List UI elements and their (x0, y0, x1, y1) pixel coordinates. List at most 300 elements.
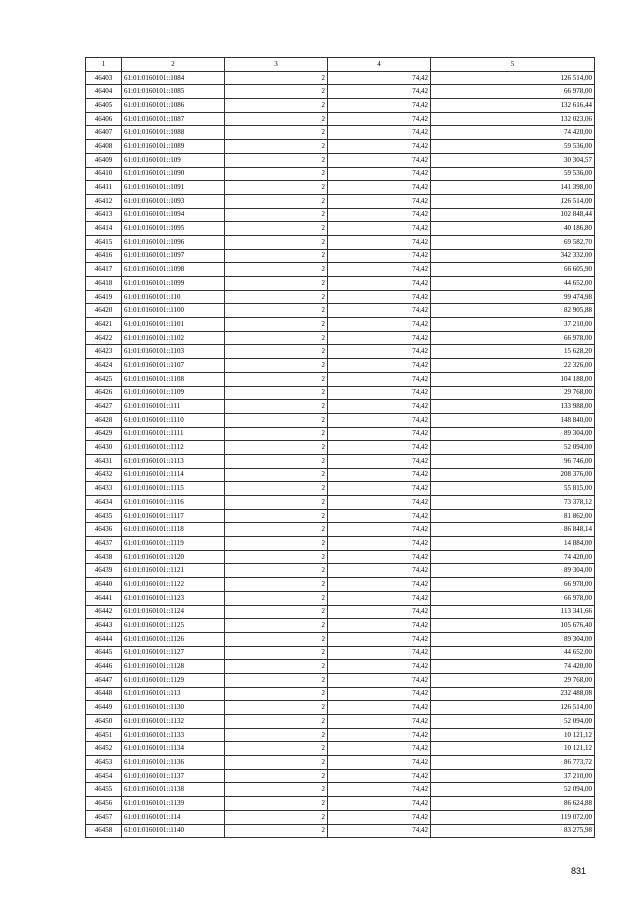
col5-value-cell: 59 536,00 (431, 167, 595, 181)
row-number-cell: 46419 (86, 290, 122, 304)
cadastral-number-cell: 61:01:0160101::1103 (122, 345, 225, 359)
col4-value-cell: 74,42 (328, 619, 431, 633)
col3-value-cell: 2 (225, 496, 328, 510)
col3-value-cell: 2 (225, 441, 328, 455)
cadastral-number-cell: 61:01:0160101::1138 (122, 783, 225, 797)
col5-value-cell: 126 514,00 (431, 71, 595, 85)
col3-value-cell: 2 (225, 222, 328, 236)
col3-value-cell: 2 (225, 290, 328, 304)
col4-value-cell: 74,42 (328, 345, 431, 359)
table-row (86, 496, 595, 510)
col4-value-cell: 74,42 (328, 742, 431, 756)
cadastral-number-cell: 61:01:0160101::1133 (122, 728, 225, 742)
table-row (86, 386, 595, 400)
col5-value-cell: 66 978,00 (431, 331, 595, 345)
cadastral-number-cell: 61:01:0160101::1120 (122, 550, 225, 564)
table-row (86, 181, 595, 195)
cadastral-number-cell: 61:01:0160101::1128 (122, 660, 225, 674)
table-header (86, 58, 595, 72)
table-row (86, 318, 595, 332)
col5-value-cell: 44 652,00 (431, 277, 595, 291)
row-number-cell: 46425 (86, 372, 122, 386)
row-number-cell: 46428 (86, 413, 122, 427)
row-number-cell: 46424 (86, 359, 122, 373)
cadastral-number-cell: 61:01:0160101::1100 (122, 304, 225, 318)
col5-value-cell: 232 488,08 (431, 687, 595, 701)
header-row (86, 58, 595, 72)
col3-value-cell: 2 (225, 482, 328, 496)
col5-value-cell: 14 884,00 (431, 537, 595, 551)
col3-value-cell: 2 (225, 99, 328, 113)
row-number-cell: 46408 (86, 140, 122, 154)
cadastral-number-cell: 61:01:0160101::1095 (122, 222, 225, 236)
col4-value-cell: 74,42 (328, 715, 431, 729)
cadastral-number-cell: 61:01:0160101::1102 (122, 331, 225, 345)
cadastral-number-cell: 61:01:0160101::1113 (122, 454, 225, 468)
table-row (86, 71, 595, 85)
col5-value-cell: 208 376,00 (431, 468, 595, 482)
col3-value-cell: 2 (225, 715, 328, 729)
col4-value-cell: 74,42 (328, 454, 431, 468)
col5-value-cell: 74 420,00 (431, 550, 595, 564)
cadastral-number-cell: 61:01:0160101::1137 (122, 769, 225, 783)
col5-value-cell: 148 840,00 (431, 413, 595, 427)
table-row (86, 235, 595, 249)
col5-value-cell: 133 988,00 (431, 400, 595, 414)
table-row (86, 523, 595, 537)
col5-value-cell: 30 304,57 (431, 153, 595, 167)
col5-value-cell: 141 398,00 (431, 181, 595, 195)
col3-value-cell: 2 (225, 523, 328, 537)
table-row (86, 441, 595, 455)
col4-value-cell: 74,42 (328, 331, 431, 345)
col4-value-cell: 74,42 (328, 701, 431, 715)
col3-value-cell: 2 (225, 400, 328, 414)
col4-value-cell: 74,42 (328, 153, 431, 167)
table-row (86, 550, 595, 564)
row-number-cell: 46458 (86, 824, 122, 838)
col3-value-cell: 2 (225, 427, 328, 441)
col3-value-cell: 2 (225, 632, 328, 646)
col4-value-cell: 74,42 (328, 99, 431, 113)
col4-value-cell: 74,42 (328, 112, 431, 126)
col4-value-cell: 74,42 (328, 824, 431, 838)
table-row (86, 400, 595, 414)
table-row (86, 701, 595, 715)
col5-value-cell: 96 746,00 (431, 454, 595, 468)
cadastral-number-cell: 61:01:0160101::110 (122, 290, 225, 304)
row-number-cell: 46449 (86, 701, 122, 715)
table-row (86, 564, 595, 578)
col4-value-cell: 74,42 (328, 810, 431, 824)
cadastral-number-cell: 61:01:0160101::1094 (122, 208, 225, 222)
table-row (86, 591, 595, 605)
cadastral-number-cell: 61:01:0160101::1139 (122, 797, 225, 811)
cadastral-number-cell: 61:01:0160101::1124 (122, 605, 225, 619)
col3-value-cell: 2 (225, 112, 328, 126)
cadastral-number-cell: 61:01:0160101::1101 (122, 318, 225, 332)
col4-value-cell: 74,42 (328, 797, 431, 811)
col3-value-cell: 2 (225, 660, 328, 674)
col4-value-cell: 74,42 (328, 728, 431, 742)
col3-value-cell: 2 (225, 605, 328, 619)
row-number-cell: 46420 (86, 304, 122, 318)
table-row (86, 112, 595, 126)
col5-value-cell: 10 121,12 (431, 728, 595, 742)
cadastral-number-cell: 61:01:0160101::1123 (122, 591, 225, 605)
col5-value-cell: 82 905,88 (431, 304, 595, 318)
table-row (86, 619, 595, 633)
table-row (86, 783, 595, 797)
table-row (86, 687, 595, 701)
data-table (85, 57, 595, 838)
col5-value-cell: 99 474,98 (431, 290, 595, 304)
col3-value-cell: 2 (225, 85, 328, 99)
cadastral-number-cell: 61:01:0160101::1132 (122, 715, 225, 729)
cadastral-number-cell: 61:01:0160101::1121 (122, 564, 225, 578)
col3-value-cell: 2 (225, 235, 328, 249)
cadastral-number-cell: 61:01:0160101::1118 (122, 523, 225, 537)
col5-value-cell: 52 094,00 (431, 441, 595, 455)
col4-value-cell: 74,42 (328, 372, 431, 386)
col5-value-cell: 126 514,00 (431, 701, 595, 715)
table-row (86, 578, 595, 592)
col4-value-cell: 74,42 (328, 550, 431, 564)
col4-value-cell: 74,42 (328, 660, 431, 674)
col4-value-cell: 74,42 (328, 181, 431, 195)
col3-value-cell: 2 (225, 509, 328, 523)
column-header-4: 4 (328, 58, 431, 72)
row-number-cell: 46437 (86, 537, 122, 551)
col3-value-cell: 2 (225, 249, 328, 263)
cadastral-number-cell: 61:01:0160101::114 (122, 810, 225, 824)
col4-value-cell: 74,42 (328, 591, 431, 605)
col4-value-cell: 74,42 (328, 632, 431, 646)
cadastral-number-cell: 61:01:0160101::1093 (122, 194, 225, 208)
col3-value-cell: 2 (225, 167, 328, 181)
table-row (86, 769, 595, 783)
col5-value-cell: 89 304,00 (431, 564, 595, 578)
col3-value-cell: 2 (225, 194, 328, 208)
col3-value-cell: 2 (225, 797, 328, 811)
col4-value-cell: 74,42 (328, 167, 431, 181)
col3-value-cell: 2 (225, 126, 328, 140)
row-number-cell: 46410 (86, 167, 122, 181)
col3-value-cell: 2 (225, 646, 328, 660)
row-number-cell: 46443 (86, 619, 122, 633)
col5-value-cell: 10 121,12 (431, 742, 595, 756)
row-number-cell: 46447 (86, 673, 122, 687)
col4-value-cell: 74,42 (328, 222, 431, 236)
row-number-cell: 46413 (86, 208, 122, 222)
col4-value-cell: 74,42 (328, 400, 431, 414)
col3-value-cell: 2 (225, 769, 328, 783)
col5-value-cell: 73 378,12 (431, 496, 595, 510)
col5-value-cell: 66 978,00 (431, 85, 595, 99)
cadastral-number-cell: 61:01:0160101::109 (122, 153, 225, 167)
col3-value-cell: 2 (225, 468, 328, 482)
col4-value-cell: 74,42 (328, 769, 431, 783)
table-row (86, 824, 595, 838)
col4-value-cell: 74,42 (328, 318, 431, 332)
col3-value-cell: 2 (225, 359, 328, 373)
table-row (86, 222, 595, 236)
col4-value-cell: 74,42 (328, 564, 431, 578)
table-row (86, 715, 595, 729)
row-number-cell: 46433 (86, 482, 122, 496)
cadastral-number-cell: 61:01:0160101::1125 (122, 619, 225, 633)
col4-value-cell: 74,42 (328, 687, 431, 701)
col3-value-cell: 2 (225, 413, 328, 427)
col5-value-cell: 132 023,06 (431, 112, 595, 126)
col4-value-cell: 74,42 (328, 359, 431, 373)
cadastral-number-cell: 61:01:0160101::1110 (122, 413, 225, 427)
table-row (86, 277, 595, 291)
col3-value-cell: 2 (225, 181, 328, 195)
col4-value-cell: 74,42 (328, 482, 431, 496)
table-body (86, 71, 595, 838)
column-header-1: 1 (86, 58, 122, 72)
table-row (86, 537, 595, 551)
table-row (86, 413, 595, 427)
row-number-cell: 46452 (86, 742, 122, 756)
column-header-5: 5 (431, 58, 595, 72)
col4-value-cell: 74,42 (328, 304, 431, 318)
table-row (86, 263, 595, 277)
col4-value-cell: 74,42 (328, 673, 431, 687)
col5-value-cell: 132 616,44 (431, 99, 595, 113)
col5-value-cell: 74 420,00 (431, 660, 595, 674)
col3-value-cell: 2 (225, 277, 328, 291)
col3-value-cell: 2 (225, 728, 328, 742)
col5-value-cell: 102 848,44 (431, 208, 595, 222)
col5-value-cell: 105 676,40 (431, 619, 595, 633)
column-header-3: 3 (225, 58, 328, 72)
row-number-cell: 46405 (86, 99, 122, 113)
row-number-cell: 46426 (86, 386, 122, 400)
col4-value-cell: 74,42 (328, 413, 431, 427)
cadastral-number-cell: 61:01:0160101::1114 (122, 468, 225, 482)
col3-value-cell: 2 (225, 564, 328, 578)
col3-value-cell: 2 (225, 454, 328, 468)
row-number-cell: 46403 (86, 71, 122, 85)
row-number-cell: 46409 (86, 153, 122, 167)
col4-value-cell: 74,42 (328, 523, 431, 537)
cadastral-number-cell: 61:01:0160101::1126 (122, 632, 225, 646)
col4-value-cell: 74,42 (328, 578, 431, 592)
row-number-cell: 46457 (86, 810, 122, 824)
row-number-cell: 46427 (86, 400, 122, 414)
col3-value-cell: 2 (225, 386, 328, 400)
cadastral-number-cell: 61:01:0160101::1096 (122, 235, 225, 249)
table-row (86, 660, 595, 674)
row-number-cell: 46441 (86, 591, 122, 605)
row-number-cell: 46404 (86, 85, 122, 99)
col4-value-cell: 74,42 (328, 537, 431, 551)
row-number-cell: 46454 (86, 769, 122, 783)
col3-value-cell: 2 (225, 537, 328, 551)
col5-value-cell: 74 420,00 (431, 126, 595, 140)
col5-value-cell: 89 304,00 (431, 427, 595, 441)
col3-value-cell: 2 (225, 756, 328, 770)
table-row (86, 728, 595, 742)
cadastral-number-cell: 61:01:0160101::1122 (122, 578, 225, 592)
col5-value-cell: 22 326,00 (431, 359, 595, 373)
cadastral-number-cell: 61:01:0160101::1117 (122, 509, 225, 523)
table-row (86, 167, 595, 181)
col5-value-cell: 55 815,00 (431, 482, 595, 496)
page-number: 831 (570, 866, 586, 876)
table-row (86, 331, 595, 345)
row-number-cell: 46407 (86, 126, 122, 140)
col5-value-cell: 52 094,00 (431, 715, 595, 729)
cadastral-number-cell: 61:01:0160101::1134 (122, 742, 225, 756)
row-number-cell: 46423 (86, 345, 122, 359)
col3-value-cell: 2 (225, 304, 328, 318)
table-row (86, 810, 595, 824)
row-number-cell: 46435 (86, 509, 122, 523)
col3-value-cell: 2 (225, 71, 328, 85)
col3-value-cell: 2 (225, 591, 328, 605)
table-row (86, 605, 595, 619)
cadastral-number-cell: 61:01:0160101::1091 (122, 181, 225, 195)
cadastral-number-cell: 61:01:0160101::1127 (122, 646, 225, 660)
col4-value-cell: 74,42 (328, 235, 431, 249)
col5-value-cell: 342 332,00 (431, 249, 595, 263)
row-number-cell: 46436 (86, 523, 122, 537)
table-row (86, 304, 595, 318)
col3-value-cell: 2 (225, 263, 328, 277)
row-number-cell: 46414 (86, 222, 122, 236)
table-row (86, 509, 595, 523)
col4-value-cell: 74,42 (328, 427, 431, 441)
col4-value-cell: 74,42 (328, 646, 431, 660)
col3-value-cell: 2 (225, 345, 328, 359)
col5-value-cell: 69 582,70 (431, 235, 595, 249)
col5-value-cell: 15 628,20 (431, 345, 595, 359)
cadastral-number-cell: 61:01:0160101::1130 (122, 701, 225, 715)
col5-value-cell: 66 605,90 (431, 263, 595, 277)
cadastral-number-cell: 61:01:0160101::1112 (122, 441, 225, 455)
table-row (86, 99, 595, 113)
col3-value-cell: 2 (225, 153, 328, 167)
row-number-cell: 46418 (86, 277, 122, 291)
cadastral-number-cell: 61:01:0160101::1088 (122, 126, 225, 140)
col3-value-cell: 2 (225, 208, 328, 222)
row-number-cell: 46453 (86, 756, 122, 770)
col5-value-cell: 66 978,00 (431, 578, 595, 592)
row-number-cell: 46431 (86, 454, 122, 468)
row-number-cell: 46416 (86, 249, 122, 263)
col5-value-cell: 81 862,00 (431, 509, 595, 523)
col4-value-cell: 74,42 (328, 85, 431, 99)
col5-value-cell: 126 514,00 (431, 194, 595, 208)
col5-value-cell: 40 186,80 (431, 222, 595, 236)
col5-value-cell: 66 978,00 (431, 591, 595, 605)
cadastral-number-cell: 61:01:0160101::1119 (122, 537, 225, 551)
col3-value-cell: 2 (225, 619, 328, 633)
table-row (86, 345, 595, 359)
col4-value-cell: 74,42 (328, 783, 431, 797)
table-row (86, 153, 595, 167)
table-row (86, 756, 595, 770)
table-row (86, 359, 595, 373)
row-number-cell: 46456 (86, 797, 122, 811)
col5-value-cell: 37 210,00 (431, 769, 595, 783)
col4-value-cell: 74,42 (328, 277, 431, 291)
col4-value-cell: 74,42 (328, 71, 431, 85)
col5-value-cell: 52 094,00 (431, 783, 595, 797)
col3-value-cell: 2 (225, 372, 328, 386)
col3-value-cell: 2 (225, 810, 328, 824)
row-number-cell: 46442 (86, 605, 122, 619)
col4-value-cell: 74,42 (328, 249, 431, 263)
col3-value-cell: 2 (225, 140, 328, 154)
col5-value-cell: 29 768,00 (431, 673, 595, 687)
row-number-cell: 46411 (86, 181, 122, 195)
col3-value-cell: 2 (225, 673, 328, 687)
cadastral-number-cell: 61:01:0160101::1109 (122, 386, 225, 400)
col4-value-cell: 74,42 (328, 126, 431, 140)
cadastral-number-cell: 61:01:0160101::113 (122, 687, 225, 701)
col5-value-cell: 37 210,00 (431, 318, 595, 332)
col4-value-cell: 74,42 (328, 496, 431, 510)
col5-value-cell: 119 072,00 (431, 810, 595, 824)
col4-value-cell: 74,42 (328, 756, 431, 770)
col3-value-cell: 2 (225, 550, 328, 564)
row-number-cell: 46432 (86, 468, 122, 482)
col3-value-cell: 2 (225, 824, 328, 838)
col3-value-cell: 2 (225, 687, 328, 701)
cadastral-number-cell: 61:01:0160101::1086 (122, 99, 225, 113)
cadastral-number-cell: 61:01:0160101::1136 (122, 756, 225, 770)
table-row (86, 632, 595, 646)
col5-value-cell: 59 536,00 (431, 140, 595, 154)
col5-value-cell: 86 624,88 (431, 797, 595, 811)
cadastral-number-cell: 61:01:0160101::1098 (122, 263, 225, 277)
table-row (86, 290, 595, 304)
col4-value-cell: 74,42 (328, 605, 431, 619)
col5-value-cell: 29 768,00 (431, 386, 595, 400)
cadastral-number-cell: 61:01:0160101::1108 (122, 372, 225, 386)
table-row (86, 742, 595, 756)
table-row (86, 140, 595, 154)
row-number-cell: 46451 (86, 728, 122, 742)
col3-value-cell: 2 (225, 331, 328, 345)
col4-value-cell: 74,42 (328, 194, 431, 208)
row-number-cell: 46406 (86, 112, 122, 126)
col4-value-cell: 74,42 (328, 140, 431, 154)
table-row (86, 646, 595, 660)
cadastral-number-cell: 61:01:0160101::1111 (122, 427, 225, 441)
row-number-cell: 46434 (86, 496, 122, 510)
col5-value-cell: 113 341,66 (431, 605, 595, 619)
row-number-cell: 46417 (86, 263, 122, 277)
cadastral-number-cell: 61:01:0160101::1085 (122, 85, 225, 99)
col3-value-cell: 2 (225, 701, 328, 715)
cadastral-number-cell: 61:01:0160101::1087 (122, 112, 225, 126)
col4-value-cell: 74,42 (328, 468, 431, 482)
cadastral-number-cell: 61:01:0160101::111 (122, 400, 225, 414)
table-row (86, 454, 595, 468)
cadastral-number-cell: 61:01:0160101::1089 (122, 140, 225, 154)
table-row (86, 208, 595, 222)
row-number-cell: 46450 (86, 715, 122, 729)
row-number-cell: 46422 (86, 331, 122, 345)
col5-value-cell: 89 304,00 (431, 632, 595, 646)
col5-value-cell: 86 848,14 (431, 523, 595, 537)
row-number-cell: 46429 (86, 427, 122, 441)
